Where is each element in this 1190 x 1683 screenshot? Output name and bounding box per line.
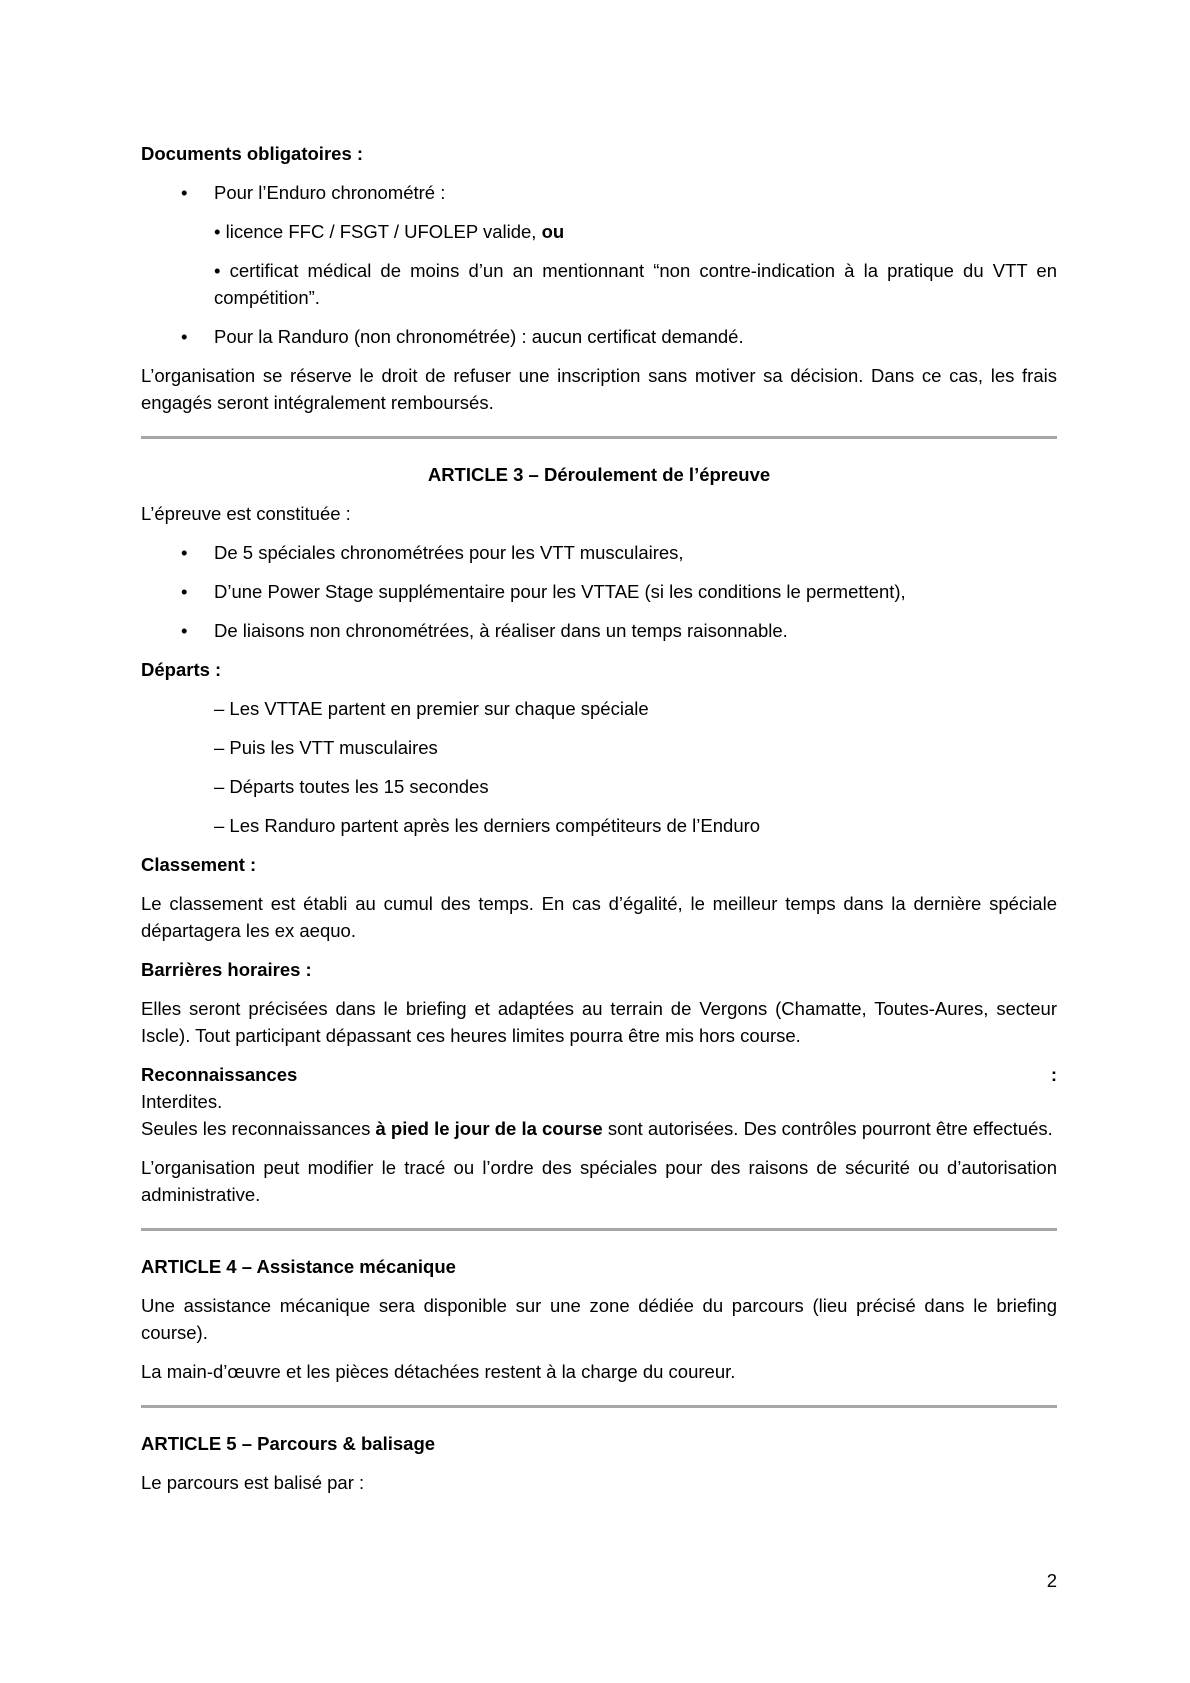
documents-list xyxy=(141,179,1057,206)
randuro-docs-label: Pour la Randuro (non chronométrée) : aucun certificat demandé. xyxy=(214,326,744,347)
organisation-note: L’organisation se réserve le droit de refuser une inscription sans motiver sa décision. Dans ce cas, les frais engagés seront intégralement remboursés. xyxy=(141,365,1057,413)
documents-heading: Documents obligatoires : xyxy=(141,143,364,164)
licence-text: • licence FFC / FSGT / UFOLEP valide, xyxy=(214,221,542,242)
certificat-line: • certificat médical de moins d’un an mentionnant “non contre-indication à la pratique du VTT en compétition”. xyxy=(214,260,1057,308)
article-5-p1: Le parcours est balisé par : xyxy=(141,1472,365,1493)
reconnaissances-line1: Interdites. xyxy=(141,1091,223,1112)
modification-text: L’organisation peut modifier le tracé ou l’ordre des spéciales pour des raisons de sécurité ou d’autorisation administrative. xyxy=(141,1157,1057,1205)
enduro-docs-label: Pour l’Enduro chronométré : xyxy=(214,182,446,203)
section-divider xyxy=(141,436,1057,439)
bullet-icon: • xyxy=(181,182,188,203)
list-item xyxy=(141,617,1057,644)
reco-text-bold: à pied le jour de la course xyxy=(375,1118,603,1139)
list-item xyxy=(141,539,1057,566)
documents-list-2 xyxy=(141,323,1057,350)
list-item xyxy=(141,179,1057,206)
barrieres-heading: Barrières horaires : xyxy=(141,959,312,980)
departs-heading: Départs : xyxy=(141,659,222,680)
bullet-icon: • xyxy=(181,542,188,563)
reconnaissances-heading xyxy=(141,1061,1057,1088)
list-item-text: De liaisons non chronométrées, à réaliser dans un temps raisonnable. xyxy=(214,620,788,641)
barrieres-text: Elles seront précisées dans le briefing et adaptées au terrain de Vergons (Chamatte, Toutes-Aures, secteur Iscle). Tout participant dépassant ces heures limites pourra être mis hors course. xyxy=(141,998,1057,1046)
licence-line xyxy=(141,218,1057,245)
bullet-icon: • xyxy=(181,326,188,347)
page-number: 2 xyxy=(1046,1570,1057,1591)
bullet-icon: • xyxy=(181,581,188,602)
depart-line: – Départs toutes les 15 secondes xyxy=(214,776,489,797)
section-divider xyxy=(141,1228,1057,1231)
reco-text-pre: Seules les reconnaissances xyxy=(141,1118,376,1139)
reconnaissances-line2 xyxy=(141,1115,1057,1142)
list-item xyxy=(141,323,1057,350)
list-item-text: D’une Power Stage supplémentaire pour les VTTAE (si les conditions le permettent), xyxy=(214,581,906,602)
list-item xyxy=(141,578,1057,605)
document-page xyxy=(141,140,1057,1508)
article-4-p1: Une assistance mécanique sera disponible sur une zone dédiée du parcours (lieu précisé dans le briefing course). xyxy=(141,1295,1057,1343)
article-4-title: ARTICLE 4 – Assistance mécanique xyxy=(141,1256,456,1277)
article-3-list xyxy=(141,539,1057,644)
article-4-p2: La main-d’œuvre et les pièces détachées restent à la charge du coureur. xyxy=(141,1361,736,1382)
reco-text-post: sont autorisées. Des contrôles pourront être effectués. xyxy=(602,1118,1053,1139)
licence-or: ou xyxy=(541,221,565,242)
article-3-title: ARTICLE 3 – Déroulement de l’épreuve xyxy=(427,464,771,485)
classement-text: Le classement est établi au cumul des temps. En cas d’égalité, le meilleur temps dans la dernière spéciale départagera les ex aequo. xyxy=(141,893,1057,941)
reconnaissances-label: Reconnaissances xyxy=(141,1064,298,1085)
article-5-title: ARTICLE 5 – Parcours & balisage xyxy=(141,1433,436,1454)
article-3-intro: L’épreuve est constituée : xyxy=(141,503,351,524)
depart-line: – Les Randuro partent après les derniers compétiteurs de l’Enduro xyxy=(214,815,761,836)
depart-line: – Les VTTAE partent en premier sur chaque spéciale xyxy=(214,698,649,719)
bullet-icon: • xyxy=(181,620,188,641)
classement-heading: Classement : xyxy=(141,854,257,875)
depart-line: – Puis les VTT musculaires xyxy=(214,737,438,758)
list-item-text: De 5 spéciales chronométrées pour les VTT musculaires, xyxy=(214,542,684,563)
section-divider xyxy=(141,1405,1057,1408)
reconnaissances-colon: : xyxy=(1050,1064,1057,1085)
